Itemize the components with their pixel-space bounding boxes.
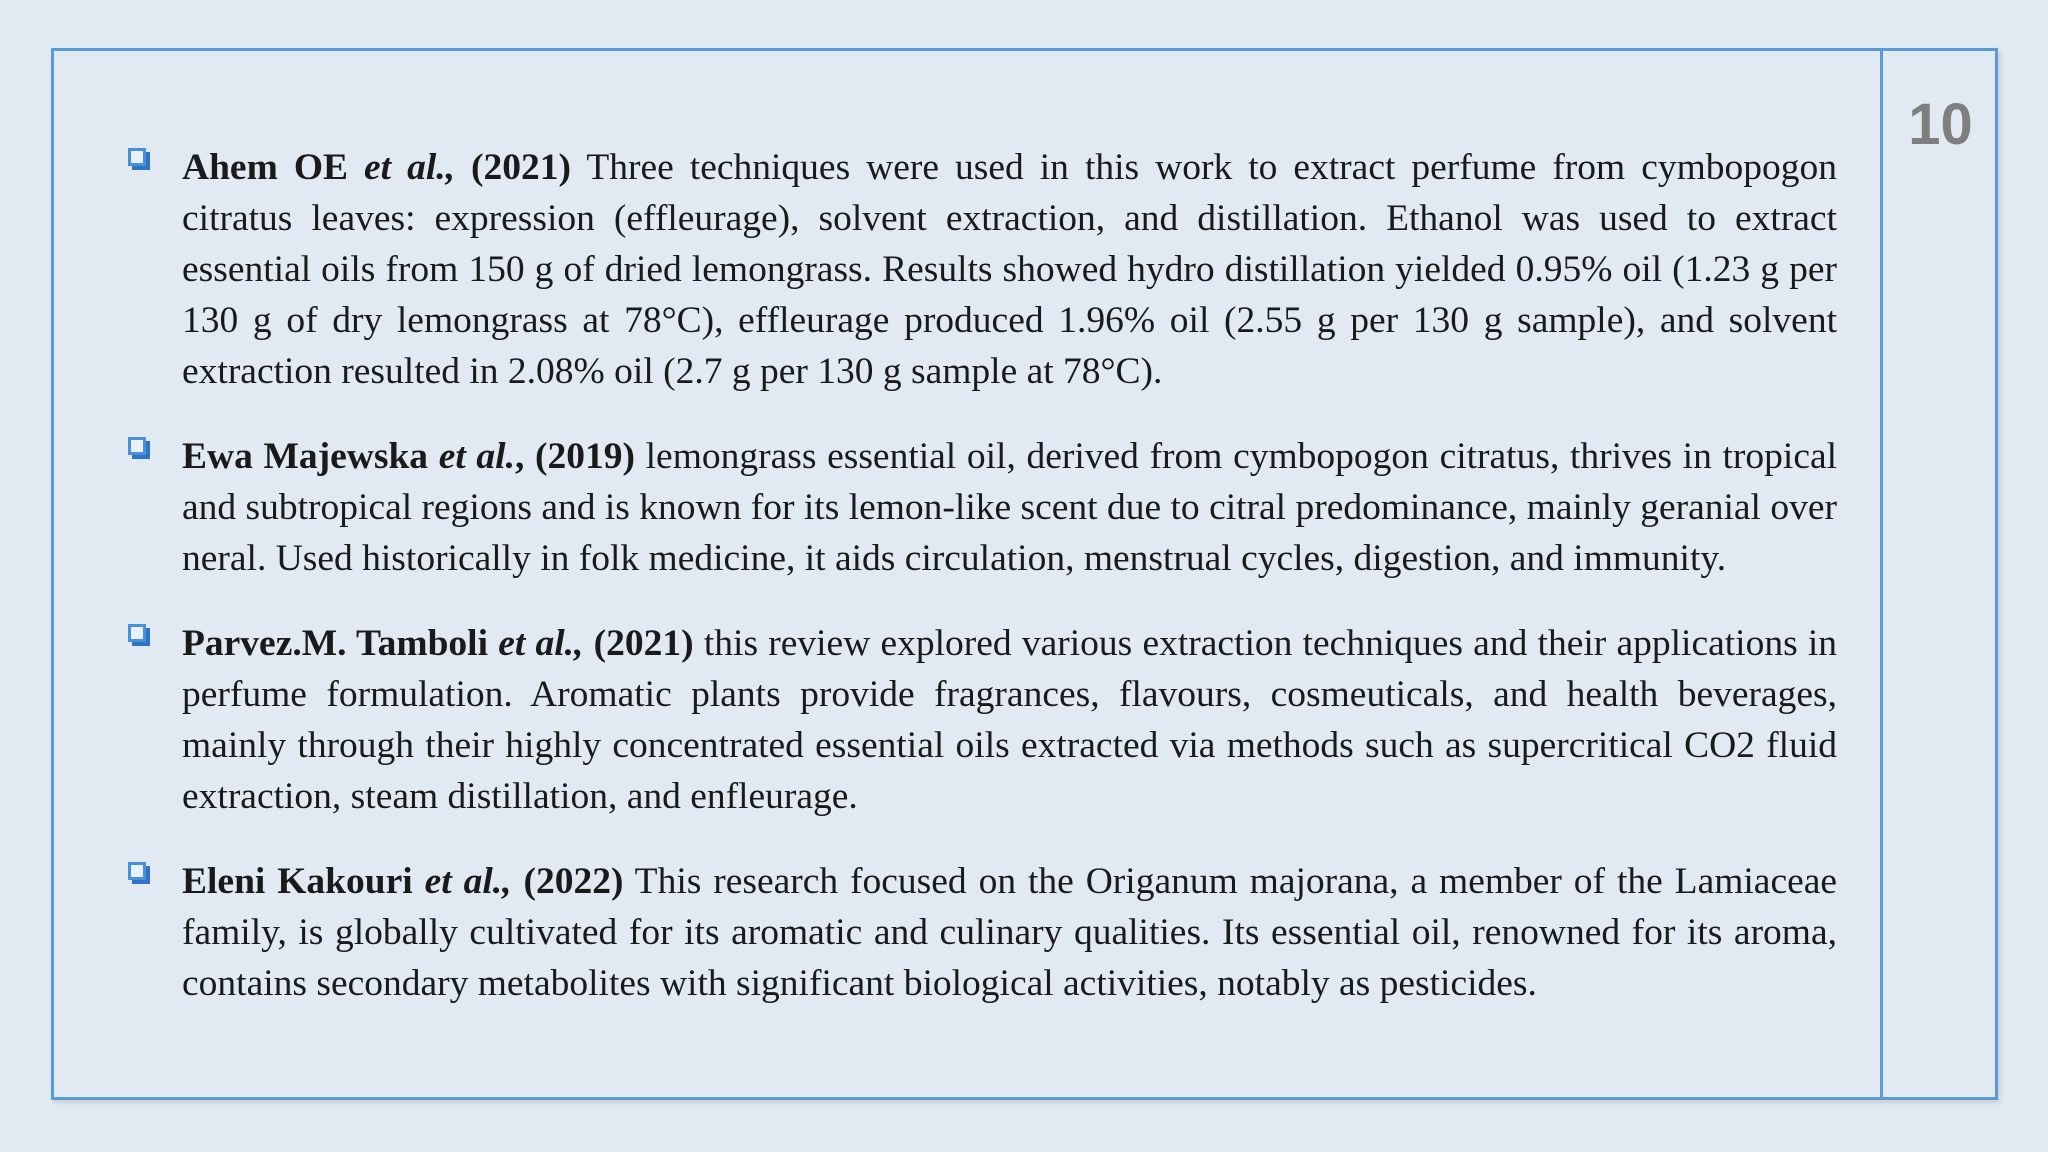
reference-author: Ewa Majewska bbox=[182, 436, 429, 477]
reference-entry-3 bbox=[126, 618, 1837, 822]
reference-entry-4 bbox=[126, 856, 1837, 1009]
reference-year: (2021) bbox=[593, 623, 694, 664]
reference-text: lemongrass essential oil, derived from cymbopogon citratus, thrives in tropical and subtropical regions and is known for its lemon-like scent due to citral predominance, mainly geranial over neral. Used historically in folk medicine, it aids circulation, menstrual cycles, digestion, and immunity. bbox=[182, 436, 1838, 579]
reference-entry-1 bbox=[126, 142, 1837, 397]
reference-text: This research focused on the Origanum majorana, a member of the Lamiaceae family, is globally cultivated for its aromatic and culinary qualities. Its essential oil, renowned for its aroma, contains secondary metabolites with significant biological activities, notably as pesticides. bbox=[182, 861, 1838, 1004]
reference-year: , (2019) bbox=[514, 436, 635, 477]
reference-etal: et al., bbox=[498, 623, 584, 664]
reference-text: Three techniques were used in this work to extract perfume from cymbopogon citratus leaves: expression (effleurage), solvent extraction, and distillation. Ethanol was used to extract essential oils from 150 g of dried lemongrass. Results showed hydro distillation yielded 0.95% oil (1.23 g per 130 g of dry lemongrass at 78°C), effleurage produced 1.96% oil (2.55 g per 130 g sample), and solvent extraction resulted in 2.08% oil (2.7 g per 130 g sample at 78°C). bbox=[182, 147, 1838, 392]
checkbox-bullet-icon bbox=[128, 148, 146, 166]
reference-author: Ahem OE bbox=[182, 147, 349, 188]
checkbox-bullet-icon bbox=[128, 862, 146, 880]
reference-etal: et al. bbox=[438, 436, 515, 477]
reference-etal: et al., bbox=[364, 147, 456, 188]
checkbox-bullet-icon bbox=[128, 624, 146, 642]
reference-text: this review explored various extraction techniques and their applications in perfume formulation. Aromatic plants provide fragrances, flavours, cosmeuticals, and health beverages, mainly through their highly concentrated essential oils extracted via methods such as supercritical CO2 fluid extraction, steam distillation, and enfleurage. bbox=[182, 623, 1838, 817]
reference-entry-2 bbox=[126, 431, 1837, 584]
slide-number: 10 bbox=[1908, 92, 1973, 157]
checkbox-bullet-icon bbox=[128, 437, 146, 455]
slide-number-divider bbox=[1880, 48, 1883, 1100]
reference-author: Parvez.M. Tamboli bbox=[182, 623, 489, 664]
reference-year: (2022) bbox=[523, 861, 624, 902]
reference-author: Eleni Kakouri bbox=[182, 861, 413, 902]
references-list bbox=[126, 142, 1837, 1043]
reference-year: (2021) bbox=[471, 147, 572, 188]
reference-etal: et al., bbox=[424, 861, 512, 902]
